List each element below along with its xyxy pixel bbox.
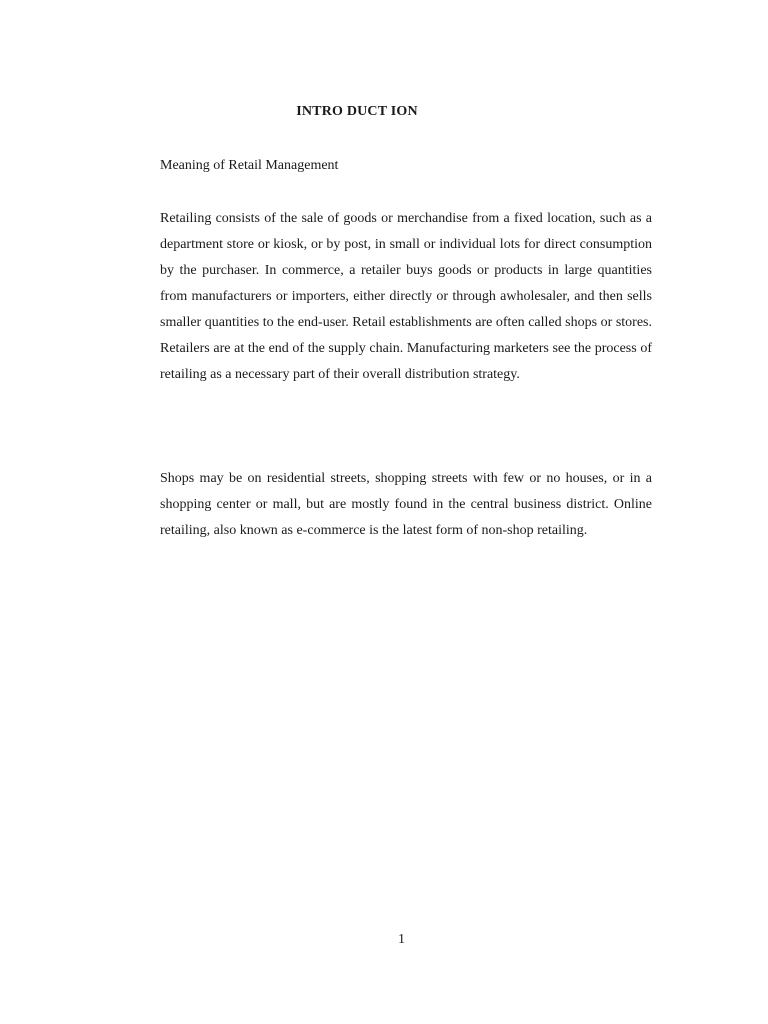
body-paragraph: Shops may be on residential streets, shopping streets with few or no houses, or in a shopping center or mall, but are mostly found in the central business district. Online retailing, also known as e-commerce is the latest form of non-shop retailing. xyxy=(160,471,652,538)
body-paragraph: Retailing consists of the sale of goods or merchandise from a fixed location, such as a department store or kiosk, or by post, in small or individual lots for direct consumption by the purchaser. In commerce, a retailer buys goods or products in large quantities from manufacturers or importers, either directly or through awholesaler, and then sells smaller quantities to the end-user. Retail establishments are often called shops or stores. Retailers are at the end of the supply chain. Manufacturing marketers see the process of retailing as a necessary part of their overall distribution strategy. xyxy=(160,211,652,382)
page-number: 1 xyxy=(398,932,405,947)
section-heading: Meaning of Retail Management xyxy=(160,158,339,173)
page-title: INTRO DUCT ION xyxy=(296,104,418,119)
